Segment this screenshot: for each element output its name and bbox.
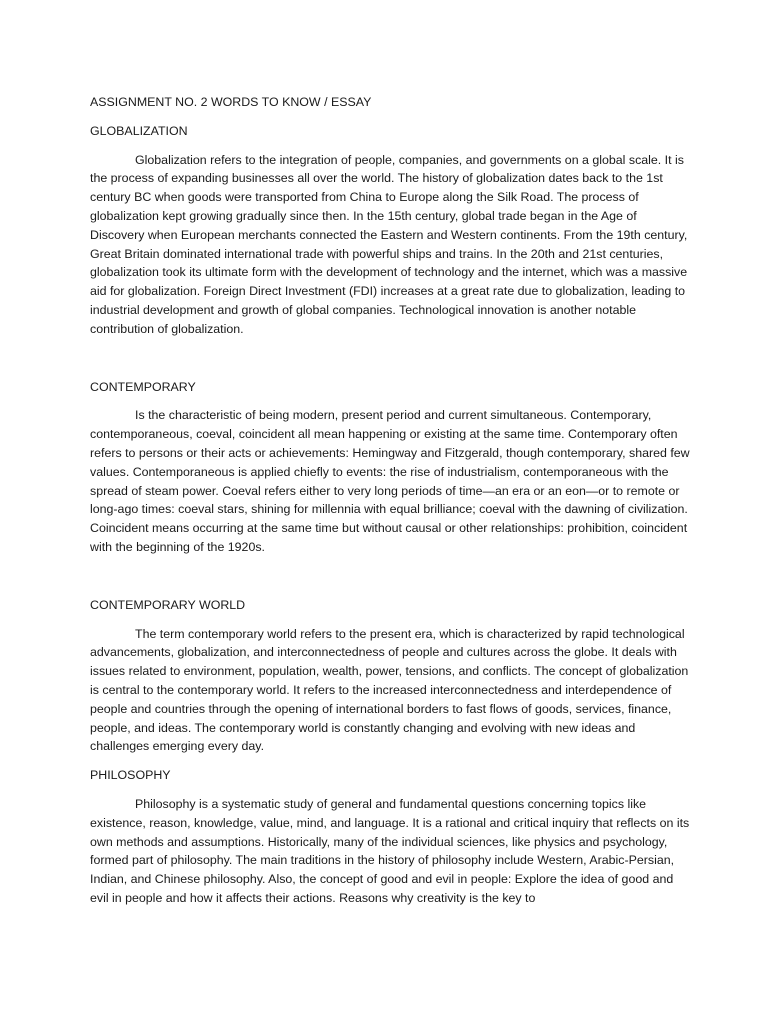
section-heading-contemporary-world: CONTEMPORARY WORLD [90, 597, 246, 612]
section-paragraph-contemporary: Is the characteristic of being modern, present period and current simultaneous. Contemporary, contemporaneous, coeval, coincident all mean happening or existing at the same time. Contemporary often refers to persons or their acts or achievements: Hemingway and Fitzgerald, though contemporary, shared few values. Contemporaneous is applied chiefly to events: the rise of industrialism, contemporaneous with the spread of steam power. Coeval refers either to very long periods of time—an era or an eon—or to remote or long-ago times: coeval stars, shining for millennia with equal brilliance; coeval with the dawning of civilization. Coincident means occurring at the same time but without causal or other relationships: prohibition, coincident with the beginning of the 1920s. [90, 408, 690, 554]
document-body [90, 93, 690, 908]
section-heading-philosophy: PHILOSOPHY [90, 768, 171, 783]
section-heading-globalization: GLOBALIZATION [90, 123, 188, 138]
section-paragraph-globalization: Globalization refers to the integration of people, companies, and governments on a global scale. It is the process of expanding businesses all over the world. The history of globalization dates back to the 1st century BC when goods were transported from China to Europe along the Silk Road. The process of globalization kept growing gradually since then. In the 15th century, global trade began in the Age of Discovery when European merchants connected the Eastern and Western continents. From the 19th century, Great Britain dominated international trade with powerful ships and trains. In the 20th and 21st centuries, globalization took its ultimate form with the development of technology and the internet, which was a massive aid for globalization. Foreign Direct Investment (FDI) increases at a great rate due to globalization, leading to industrial development and growth of global companies. Technological innovation is another notable contribution of globalization. [90, 152, 688, 336]
assignment-title: ASSIGNMENT NO. 2 WORDS TO KNOW / ESSAY [90, 95, 372, 109]
section-paragraph-contemporary-world: The term contemporary world refers to the present era, which is characterized by rapid technological advancements, globalization, and interconnectedness of people and cultures across the globe. It deals with issues related to environment, population, wealth, power, tensions, and conflicts. The concept of globalization is central to the contemporary world. It refers to the increased interconnectedness and interdependence of people and countries through the opening of international borders to fast flows of goods, services, finance, people, and ideas. The contemporary world is constantly changing and evolving with new ideas and challenges emerging every day. [90, 626, 689, 754]
section-paragraph-philosophy: Philosophy is a systematic study of general and fundamental questions concerning topics like existence, reason, knowledge, value, mind, and language. It is a rational and critical inquiry that reflects on its own methods and assumptions. Historically, many of the individual sciences, like physics and psychology, formed part of philosophy. The main traditions in the history of philosophy include Western, Arabic-Persian, Indian, and Chinese philosophy. Also, the concept of good and evil in people: Explore the idea of good and evil in people and how it affects their actions. Reasons why creativity is the key to [90, 796, 690, 905]
section-heading-contemporary: CONTEMPORARY [90, 379, 196, 394]
